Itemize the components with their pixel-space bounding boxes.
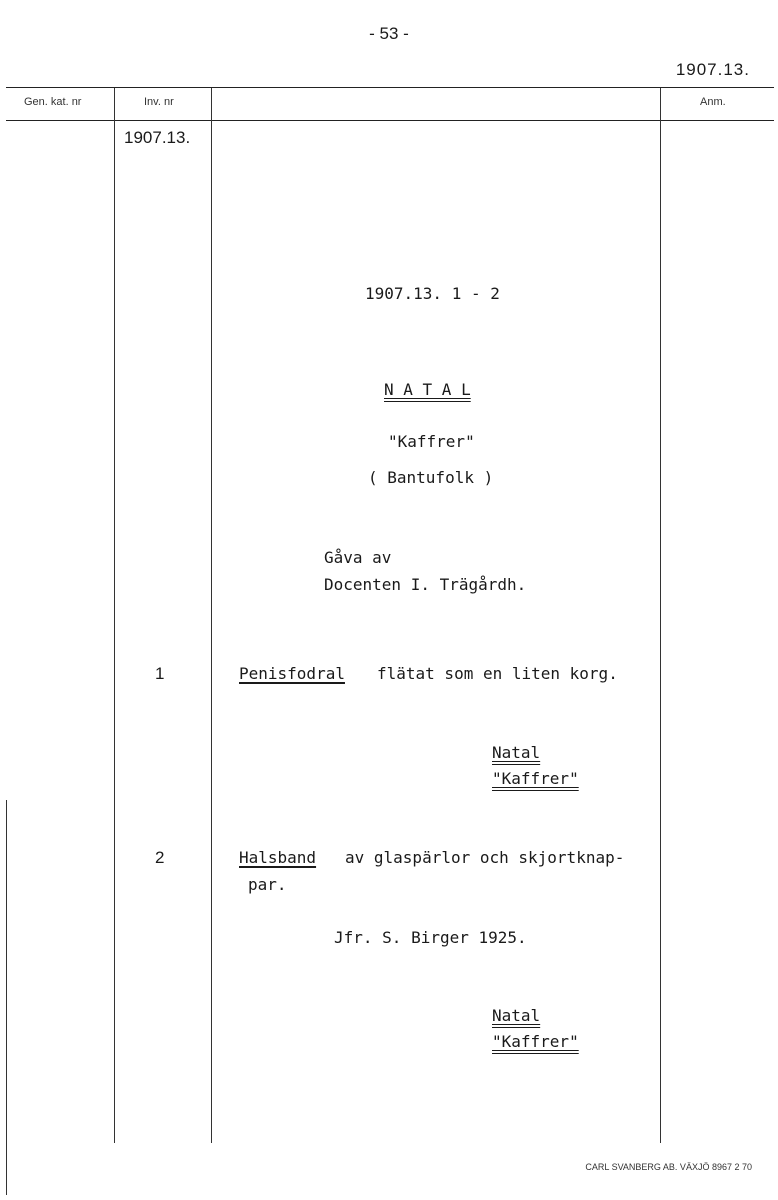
column-header-inv-nr: Inv. nr [144, 96, 174, 108]
left-margin-line [6, 800, 7, 1195]
top-rule [6, 87, 774, 88]
column-header-gen-kat-nr: Gen. kat. nr [24, 96, 82, 108]
people-subheading: ( Bantufolk ) [368, 468, 494, 487]
donor-line: Docenten I. Trägårdh. [324, 575, 527, 594]
item-reference: Jfr. S. Birger 1925. [334, 928, 527, 947]
accession-range: 1907.13. 1 - 2 [365, 284, 500, 303]
item-number: 2 [155, 848, 165, 867]
header-accession-number: 1907.13. [675, 60, 750, 79]
divider-gen-inv [114, 88, 115, 1143]
item-tag-people: "Kaffrer" [492, 1032, 579, 1051]
page-number: - 53 - [369, 24, 409, 43]
inv-number-entry: 1907.13. [124, 128, 191, 147]
column-header-anm: Anm. [700, 96, 726, 108]
item-description-continued: par. [248, 875, 287, 894]
header-rule [6, 120, 774, 121]
region-heading: N A T A L [384, 380, 471, 399]
item-description: av glaspärlor och skjortknap- [345, 848, 625, 867]
item-term: Halsband [239, 848, 317, 867]
printer-mark: CARL SVANBERG AB. VÄXJÖ 8967 2 70 [585, 1162, 752, 1172]
item-number: 1 [155, 664, 165, 683]
item-tag-region: Natal [492, 1006, 541, 1025]
divider-inv-desc [211, 88, 212, 1143]
people-heading: "Kaffrer" [388, 432, 475, 451]
divider-desc-anm [660, 88, 661, 1143]
item-description: flätat som en liten korg. [377, 664, 618, 683]
item-tag-region: Natal [492, 743, 541, 762]
item-tag-people: "Kaffrer" [492, 769, 579, 788]
item-term: Penisfodral [239, 664, 345, 683]
gift-line-1: Gåva av [324, 548, 392, 567]
